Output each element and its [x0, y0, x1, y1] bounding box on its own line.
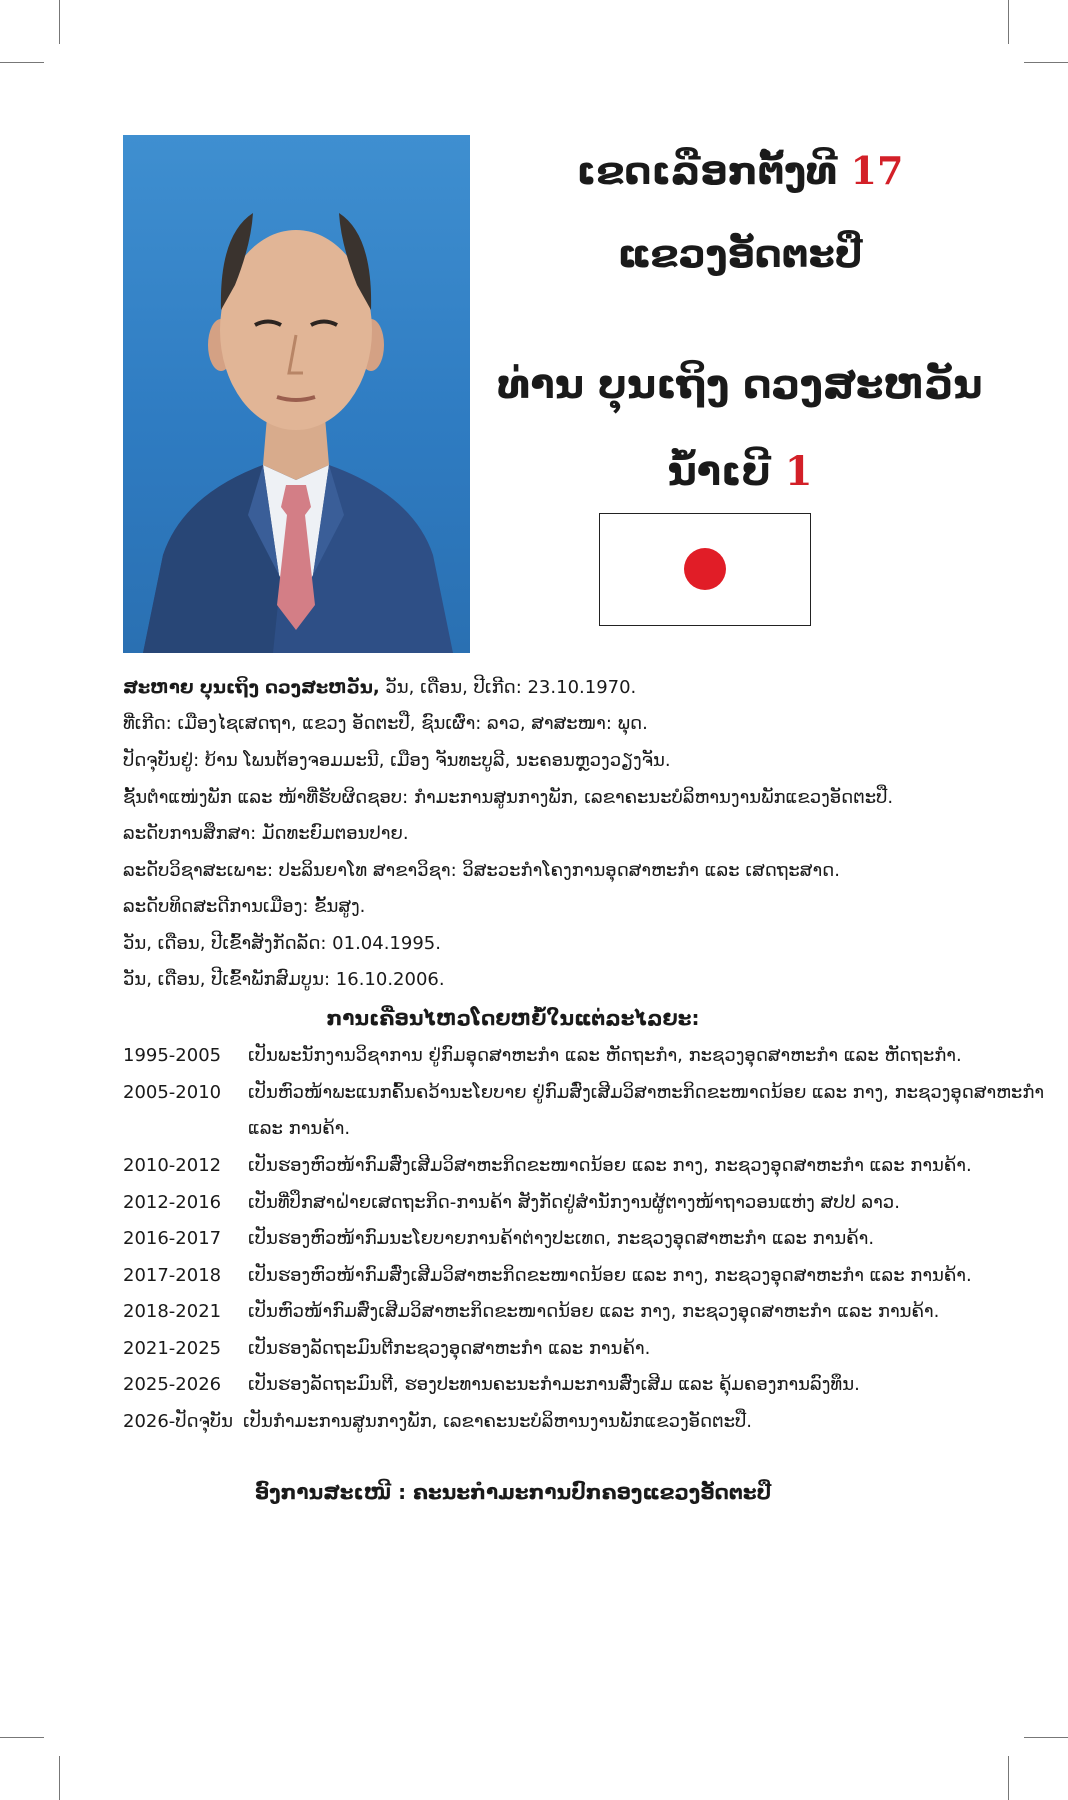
crop-mark	[1024, 62, 1068, 63]
career-description: ເປັນຫົວໜ້າພະແນກຄົ້ນຄວ້ານະໂຍບາຍ ຢູ່ກົມສົ່ງເສີມວິສາຫະກິດຂະໜາດນ້ອຍ ແລະ ກາງ, ກະຊວງອຸດສາຫະກຳ ແລະ ການຄ້າ.	[248, 1082, 1045, 1139]
crop-mark	[59, 1756, 60, 1800]
bio-line-name-birth	[123, 676, 1003, 700]
crop-mark	[1008, 0, 1009, 44]
bio-line-birthplace: ທີ່ເກີດ: ເມືອງໄຊເສດຖາ, ແຂວງ ອັດຕະປື, ຊົນເຜົ່າ: ລາວ, ສາສະໜາ: ພຸດ.	[123, 713, 648, 734]
bio-line-party-position: ຊັ້ນຕຳແໜ່ງພັກ ແລະ ໜ້າທີ່ຮັບຜິດຊອບ: ກຳມະການສູນກາງພັກ, ເລຂາຄະນະບໍລິຫານງານພັກແຂວງອັດຕະປື.	[123, 787, 894, 808]
flag-dot	[684, 548, 726, 590]
career-years: 2026-ປັດຈຸບັນ	[123, 1411, 234, 1432]
crop-mark	[0, 62, 44, 63]
career-years: 2021-2025	[123, 1338, 222, 1359]
career-description: ເປັນຮອງຫົວໜ້າກົມນະໂຍບາຍການຄ້າຕ່າງປະເທດ, ກະຊວງອຸດສາຫະກຳ ແລະ ການຄ້າ.	[248, 1228, 875, 1249]
career-years: 2010-2012	[123, 1155, 222, 1176]
career-description: ເປັນພະນັກງານວິຊາການ ຢູ່ກົມອຸດສາຫະກຳ ແລະ ຫັດຖະກຳ, ກະຊວງອຸດສາຫະກຳ ແລະ ຫັດຖະກຳ.	[248, 1045, 962, 1066]
bio-birth-date: ວັນ, ເດືອນ, ປີເກີດ: 23.10.1970.	[379, 677, 637, 698]
career-years: 2018-2021	[123, 1301, 222, 1322]
candidate-number-heading	[480, 448, 1000, 495]
province-heading: ແຂວງອັດຕະປື	[617, 232, 863, 276]
career-years: 2016-2017	[123, 1228, 222, 1249]
career-years: 2005-2010	[123, 1082, 222, 1103]
constituency-label: ເຂດເລືອກຕັ້ງທີ	[576, 149, 838, 193]
nominating-body: ອົງການສະເໜີ : ຄະນະກຳມະການປົກຄອງແຂວງອັດຕະປື	[254, 1480, 772, 1504]
crop-mark	[0, 1737, 44, 1738]
candidate-portrait-icon	[123, 135, 470, 653]
crop-mark	[1008, 1756, 1009, 1800]
number-label: ນ້ຳເບີ	[667, 449, 771, 495]
career-section-title: ການເຄື່ອນໄຫວໂດຍຫຍໍ້ໃນແຕ່ລະໄລຍະ:	[326, 1006, 700, 1030]
bio-line-political-theory: ລະດັບທິດສະດີການເມືອງ: ຂັ້ນສູງ.	[123, 896, 366, 917]
bio-line-specialization: ລະດັບວິຊາສະເພາະ: ປະລິນຍາໂທ ສາຂາວິຊາ: ວິສະວະກຳໂຄງການອຸດສາຫະກຳ ແລະ ເສດຖະສາດ.	[123, 860, 840, 881]
career-description: ເປັນກຳມະການສູນກາງພັກ, ເລຂາຄະນະບໍລິຫານງານພັກແຂວງອັດຕະປື.	[243, 1411, 753, 1432]
constituency-number: 17	[850, 148, 904, 193]
career-years: 1995-2005	[123, 1045, 222, 1066]
candidate-photo	[123, 135, 470, 653]
bio-name-label: ສະຫາຍ ບຸນເຖິງ ດວງສະຫວັນ,	[123, 677, 380, 698]
constituency-heading	[480, 148, 1000, 193]
bio-line-address: ປັດຈຸບັນຢູ່: ບ້ານ ໂພນຕ້ອງຈອມມະນີ, ເມືອງ ຈັນທະບູລີ, ນະຄອນຫຼວງວຽງຈັນ.	[123, 750, 671, 771]
crop-mark	[1024, 1737, 1068, 1738]
bio-line-party-membership-date: ວັນ, ເດືອນ, ປີເຂົ້າພັກສົມບູນ: 16.10.2006.	[123, 969, 445, 990]
bio-line-education: ລະດັບການສຶກສາ: ມັດທະຍົມຕອນປາຍ.	[123, 823, 409, 844]
crop-mark	[59, 0, 60, 44]
red-dot-flag-icon	[599, 513, 811, 626]
career-description: ເປັນຮອງລັດຖະມົນຕີກະຊວງອຸດສາຫະກຳ ແລະ ການຄ້າ.	[248, 1338, 651, 1359]
candidate-number: 1	[784, 448, 813, 495]
career-description: ເປັນຮອງຫົວໜ້າກົມສົ່ງເສີມວິສາຫະກິດຂະໜາດນ້ອຍ ແລະ ກາງ, ກະຊວງອຸດສາຫະກຳ ແລະ ການຄ້າ.	[248, 1155, 972, 1176]
career-years: 2012-2016	[123, 1192, 222, 1213]
career-description: ເປັນທີ່ປຶກສາຝ່າຍເສດຖະກິດ-ການຄ້າ ສັງກັດຢູ່ສຳນັກງານຜູ້ຕາງໜ້າຖາວອນແຫ່ງ ສປປ ລາວ.	[248, 1192, 900, 1213]
career-years: 2017-2018	[123, 1265, 222, 1286]
candidate-name: ທ່ານ ບຸນເຖິງ ດວງສະຫວັນ	[497, 362, 983, 408]
career-years: 2025-2026	[123, 1374, 222, 1395]
career-description: ເປັນຮອງຫົວໜ້າກົມສົ່ງເສີມວິສາຫະກິດຂະໜາດນ້ອຍ ແລະ ກາງ, ກະຊວງອຸດສາຫະກຳ ແລະ ການຄ້າ.	[248, 1265, 972, 1286]
career-description: ເປັນຫົວໜ້າກົມສົ່ງເສີມວິສາຫະກິດຂະໜາດນ້ອຍ ແລະ ກາງ, ກະຊວງອຸດສາຫະກຳ ແລະ ການຄ້າ.	[248, 1301, 940, 1322]
career-description: ເປັນຮອງລັດຖະມົນຕີ, ຮອງປະທານຄະນະກຳມະການສົ່ງເສີມ ແລະ ຄຸ້ມຄອງການລົງທຶນ.	[248, 1374, 860, 1395]
bio-line-state-service-date: ວັນ, ເດືອນ, ປີເຂົ້າສັງກັດລັດ: 01.04.1995.	[123, 933, 441, 954]
